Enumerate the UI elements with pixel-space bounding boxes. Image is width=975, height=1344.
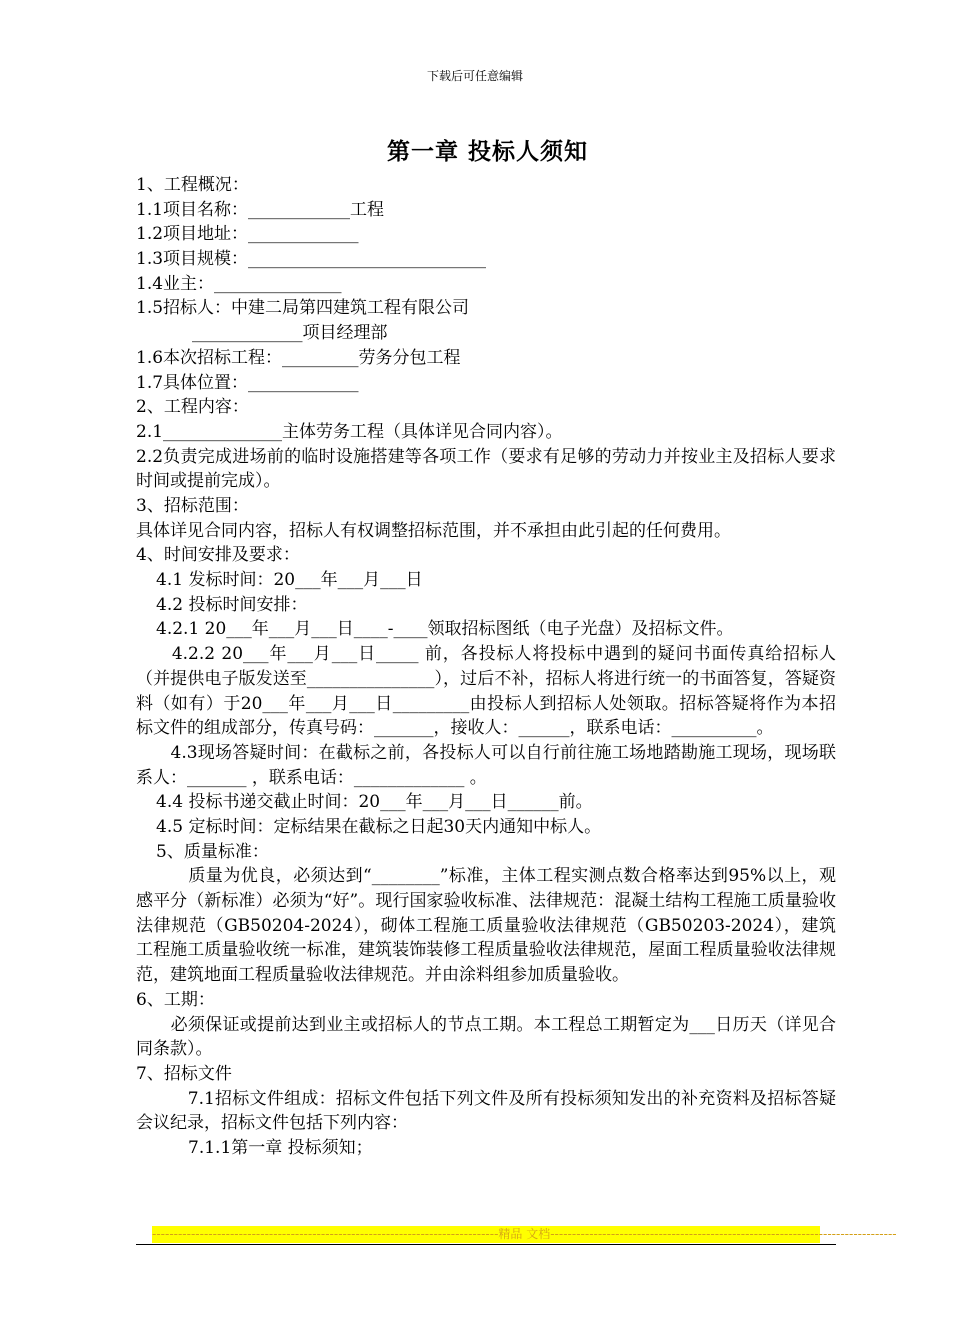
paragraph-line: 1.1项目名称：____________工程	[136, 199, 385, 220]
paragraph-line: 2.1______________主体劳务工程（具体详见合同内容）。	[136, 421, 563, 442]
paragraph-line: 4.1 发标时间：20___年___月___日	[156, 570, 423, 591]
paragraph-line: 4.2 投标时间安排：	[156, 594, 308, 615]
paragraph-line: 1.7具体位置：_____________	[136, 372, 359, 393]
paragraph-line: 必须保证或提前达到业主或招标人的节点工期。本工程总工期暂定为___日历天（详见合同条款）。	[136, 1014, 836, 1060]
paragraph-line: 质量为优良，必须达到“________”标准，主体工程实测点数合格率达到95%以上，观感平分（新标准）必须为“好”。现行国家验收标准、法律规范：混凝土结构工程施工质量验收法律规范（GB50204-2024），砌体工程施工质量验收法律规范（GB50203-2024），建筑工程施工质量验收统一标准，建筑装饰装修工程质量验收法律规范，屋面工程质量验收法律规范，建筑地面工程质量验收法律规范。并由涂料组参加质量验收。	[136, 866, 836, 986]
paragraph-line: 7.1招标文件组成：招标文件包括下列文件及所有投标须知发出的补充资料及招标答疑会议纪录，招标文件包括下列内容：	[136, 1088, 836, 1134]
footer-divider	[136, 1244, 836, 1245]
footer-banner: --------------------------------------------------------------------------------精品 文档--------------------------------------------------------------------------------	[152, 1227, 897, 1241]
paragraph-line: 2、工程内容：	[136, 397, 249, 418]
paragraph-line: 5、质量标准：	[156, 841, 269, 862]
paragraph-line: 4.2.1 20___年___月___日____-____领取招标图纸（电子光盘）及招标文件。	[156, 619, 734, 640]
paragraph-line: 2.2负责完成进场前的临时设施搭建等各项工作（要求有足够的劳动力并按业主及招标人要求时间或提前完成）。	[136, 446, 836, 492]
paragraph-line: 4.5 定标时间：定标结果在截标之日起30天内通知中标人。	[156, 817, 602, 837]
paragraph-line: 1.6本次招标工程：_________劳务分包工程	[136, 347, 461, 368]
header-note: 下载后可任意编辑	[426, 69, 523, 83]
paragraph-line: 4.2.2 20___年___月___日_____ 前，各投标人将投标中遇到的疑问书面传真给招标人（并提供电子版发送至_______________），过后不补，招标人将进行统一的书面答复，答疑资料（如有）于20___年___月___日_________由投标人到招标人处领取。招标答疑将作为本招标文件的组成部分，传真号码：_______，接收人：______，联系电话：__________。	[136, 644, 836, 739]
paragraph-line: 4.4 投标书递交截止时间：20___年___月___日______前。	[156, 792, 593, 813]
paragraph-line: 1.5招标人：中建二局第四建筑工程有限公司	[136, 298, 470, 319]
paragraph-line: 7.1.1第一章 投标须知；	[188, 1138, 373, 1159]
chapter-title: 第一章 投标人须知	[386, 139, 588, 165]
paragraph-line: 1、工程概况：	[136, 175, 249, 195]
paragraph-line: 4.3现场答疑时间：在截标之前，各投标人可以自行前往施工场地踏勘施工现场，现场联系人：_______ ，联系电话：_____________ 。	[136, 742, 836, 788]
paragraph-line: 4、时间安排及要求：	[136, 545, 300, 566]
paragraph-line: 具体详见合同内容，招标人有权调整招标范围，并不承担由此引起的任何费用。	[136, 520, 731, 541]
paragraph-line: 1.4业主：_______________	[136, 273, 342, 294]
paragraph-line: 7、招标文件	[136, 1063, 232, 1084]
paragraph-line: 1.3项目规模：____________________________	[136, 249, 487, 270]
paragraph-line: _____________项目经理部	[192, 323, 388, 344]
paragraph-line: 6、工期：	[136, 989, 215, 1010]
paragraph-line: 3、招标范围：	[136, 495, 249, 516]
document-body	[136, 173, 836, 1161]
paragraph-line: 1.2项目地址：_____________	[136, 224, 359, 245]
